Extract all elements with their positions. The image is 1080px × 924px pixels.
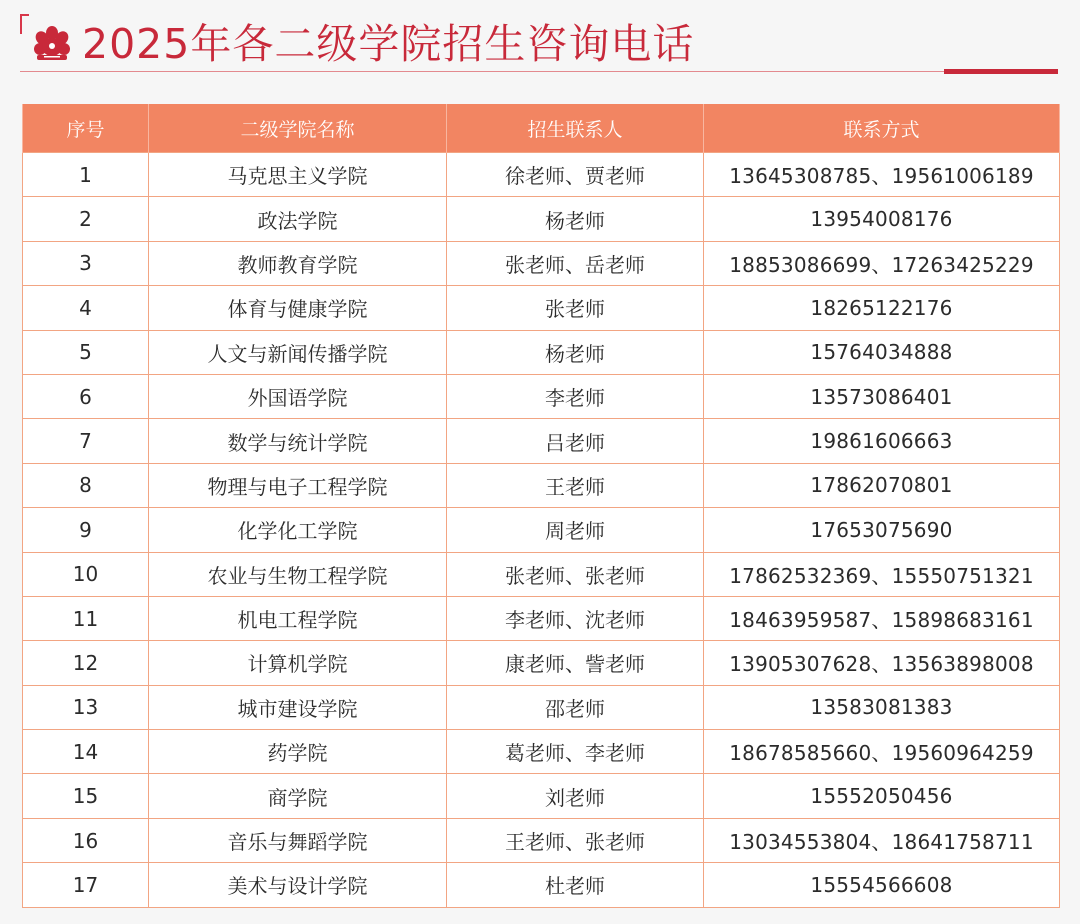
cell-phone: 18678585660、19560964259 <box>704 730 1060 774</box>
cell-number: 1 <box>23 153 149 197</box>
table-row <box>23 818 1060 862</box>
cell-contact-person: 周老师 <box>447 508 704 552</box>
cell-number: 10 <box>23 552 149 596</box>
cell-college-name: 人文与新闻传播学院 <box>149 330 447 374</box>
cell-phone: 18463959587、15898683161 <box>704 596 1060 640</box>
cell-number: 14 <box>23 730 149 774</box>
cell-phone: 18853086699、17263425229 <box>704 241 1060 285</box>
header-divider <box>20 71 1058 72</box>
cell-phone: 15554566608 <box>704 863 1060 907</box>
red-flower-emblem-icon <box>30 22 74 66</box>
cell-contact-person: 杜老师 <box>447 863 704 907</box>
table-row <box>23 197 1060 241</box>
cell-phone: 13583081383 <box>704 685 1060 729</box>
cell-contact-person: 李老师、沈老师 <box>447 596 704 640</box>
cell-contact-person: 葛老师、李老师 <box>447 730 704 774</box>
table-row <box>23 419 1060 463</box>
cell-contact-person: 徐老师、贾老师 <box>447 153 704 197</box>
cell-number: 7 <box>23 419 149 463</box>
cell-contact-person: 张老师 <box>447 286 704 330</box>
cell-phone: 13645308785、19561006189 <box>704 153 1060 197</box>
cell-number: 6 <box>23 374 149 418</box>
column-header-phone: 联系方式 <box>704 104 1060 153</box>
cell-contact-person: 吕老师 <box>447 419 704 463</box>
cell-number: 17 <box>23 863 149 907</box>
table-row <box>23 774 1060 818</box>
cell-contact-person: 张老师、张老师 <box>447 552 704 596</box>
cell-college-name: 数学与统计学院 <box>149 419 447 463</box>
table-row <box>23 330 1060 374</box>
cell-college-name: 美术与设计学院 <box>149 863 447 907</box>
cell-college-name: 农业与生物工程学院 <box>149 552 447 596</box>
cell-phone: 15552050456 <box>704 774 1060 818</box>
cell-phone: 17862070801 <box>704 463 1060 507</box>
cell-contact-person: 王老师、张老师 <box>447 818 704 862</box>
cell-contact-person: 王老师 <box>447 463 704 507</box>
cell-college-name: 城市建设学院 <box>149 685 447 729</box>
cell-contact-person: 邵老师 <box>447 685 704 729</box>
cell-number: 5 <box>23 330 149 374</box>
table-row <box>23 596 1060 640</box>
cell-number: 8 <box>23 463 149 507</box>
cell-phone: 13034553804、18641758711 <box>704 818 1060 862</box>
cell-contact-person: 杨老师 <box>447 330 704 374</box>
cell-number: 2 <box>23 197 149 241</box>
cell-phone: 17653075690 <box>704 508 1060 552</box>
cell-number: 15 <box>23 774 149 818</box>
cell-college-name: 商学院 <box>149 774 447 818</box>
corner-bracket-decoration <box>20 14 29 34</box>
cell-college-name: 药学院 <box>149 730 447 774</box>
cell-phone: 18265122176 <box>704 286 1060 330</box>
cell-college-name: 体育与健康学院 <box>149 286 447 330</box>
cell-college-name: 音乐与舞蹈学院 <box>149 818 447 862</box>
cell-college-name: 外国语学院 <box>149 374 447 418</box>
table-row <box>23 241 1060 285</box>
cell-college-name: 机电工程学院 <box>149 596 447 640</box>
cell-number: 3 <box>23 241 149 285</box>
cell-number: 11 <box>23 596 149 640</box>
cell-phone: 13573086401 <box>704 374 1060 418</box>
cell-phone: 15764034888 <box>704 330 1060 374</box>
cell-contact-person: 康老师、訾老师 <box>447 641 704 685</box>
cell-phone: 13954008176 <box>704 197 1060 241</box>
table-row <box>23 863 1060 907</box>
contact-table <box>22 104 1060 908</box>
cell-number: 12 <box>23 641 149 685</box>
cell-phone: 17862532369、15550751321 <box>704 552 1060 596</box>
cell-number: 4 <box>23 286 149 330</box>
cell-number: 13 <box>23 685 149 729</box>
cell-number: 16 <box>23 818 149 862</box>
cell-contact-person: 杨老师 <box>447 197 704 241</box>
column-header-no: 序号 <box>23 104 149 153</box>
cell-phone: 13905307628、13563898008 <box>704 641 1060 685</box>
table-row <box>23 685 1060 729</box>
table-header-row <box>23 104 1060 153</box>
cell-college-name: 政法学院 <box>149 197 447 241</box>
cell-college-name: 教师教育学院 <box>149 241 447 285</box>
cell-college-name: 马克思主义学院 <box>149 153 447 197</box>
cell-college-name: 物理与电子工程学院 <box>149 463 447 507</box>
page-title: 2025年各二级学院招生咨询电话 <box>82 20 695 68</box>
table-row <box>23 641 1060 685</box>
cell-contact-person: 刘老师 <box>447 774 704 818</box>
cell-contact-person: 张老师、岳老师 <box>447 241 704 285</box>
cell-phone: 19861606663 <box>704 419 1060 463</box>
table-row <box>23 730 1060 774</box>
column-header-college: 二级学院名称 <box>149 104 447 153</box>
table-row <box>23 153 1060 197</box>
table-row <box>23 374 1060 418</box>
table-row <box>23 463 1060 507</box>
cell-college-name: 化学化工学院 <box>149 508 447 552</box>
table-row <box>23 552 1060 596</box>
table-row <box>23 286 1060 330</box>
cell-college-name: 计算机学院 <box>149 641 447 685</box>
column-header-contact: 招生联系人 <box>447 104 704 153</box>
cell-contact-person: 李老师 <box>447 374 704 418</box>
cell-number: 9 <box>23 508 149 552</box>
page-header <box>0 0 1080 90</box>
table-row <box>23 508 1060 552</box>
header-accent-bar <box>944 69 1058 74</box>
